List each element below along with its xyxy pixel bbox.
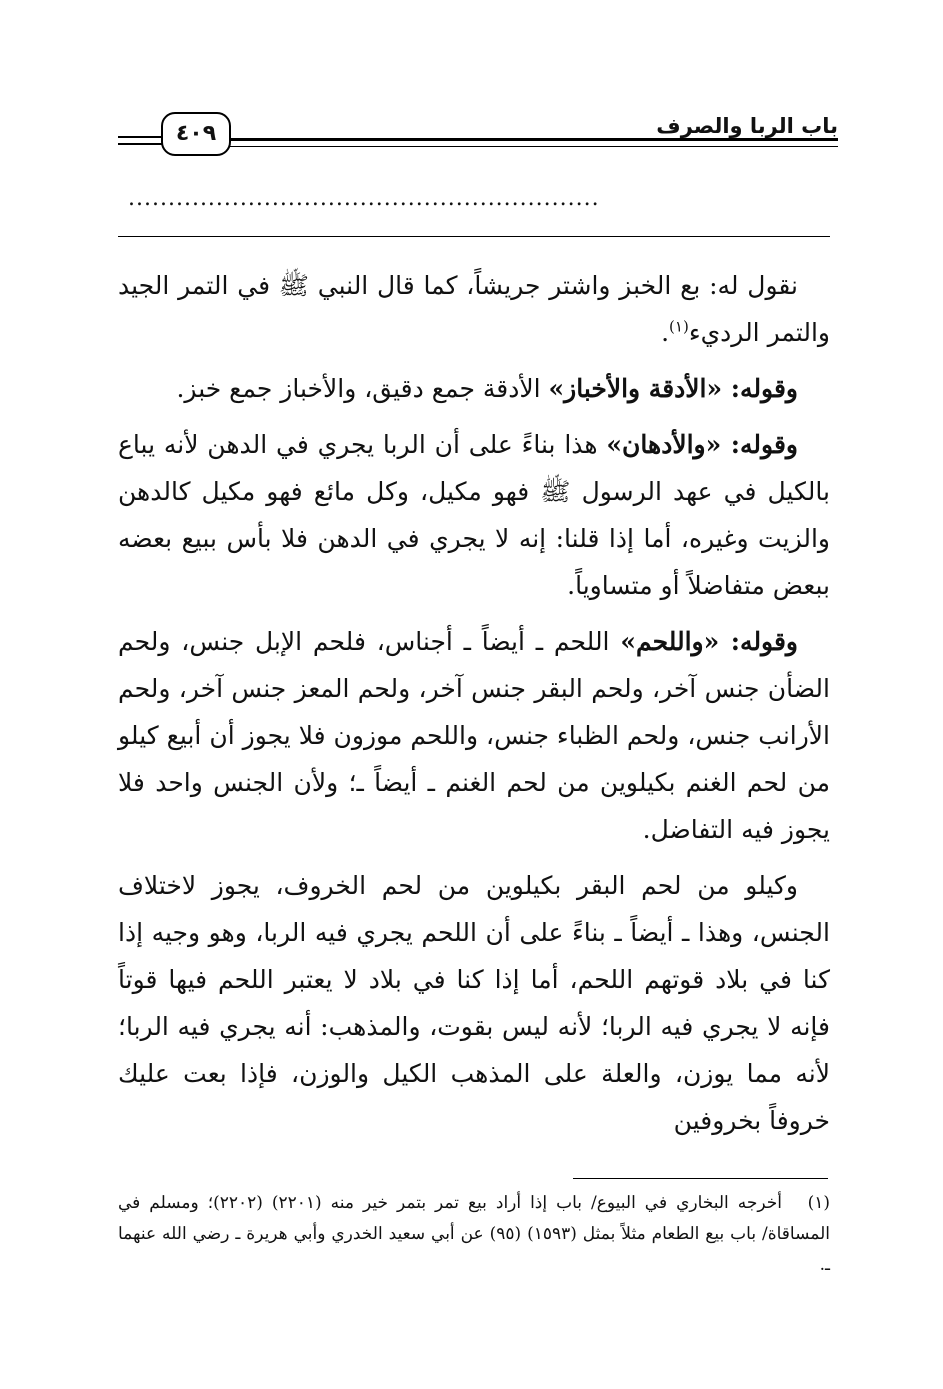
header-rule bbox=[226, 138, 838, 141]
content-rule bbox=[118, 236, 830, 237]
page-header bbox=[118, 108, 838, 154]
paragraph bbox=[118, 618, 830, 853]
footnote-text: أخرجه البخاري في البيوع/ باب إذا أراد بيع تمر بتمر خير منه (٢٢٠١) (٢٢٠٢)؛ ومسلم في المساقاة/ باب بيع الطعام مثلاً بمثل (١٥٩٣) (٩٥) عن أبي سعيد الخدري وأبي هريرة ـ رضي الله عنهما ـ. bbox=[118, 1193, 830, 1275]
footnote-number: (١) bbox=[807, 1193, 830, 1213]
paragraph bbox=[118, 262, 830, 356]
paragraph bbox=[118, 862, 830, 1144]
header-rule-left-lower bbox=[118, 143, 162, 145]
dotted-separator: ........................................................... bbox=[128, 186, 600, 211]
paragraph-tail: . bbox=[661, 318, 670, 347]
footnote-ref: (١) bbox=[669, 317, 689, 336]
paragraph bbox=[118, 421, 830, 609]
footnote-rule bbox=[573, 1178, 828, 1179]
paragraph-lead: وقوله: «والأدهان» bbox=[606, 430, 798, 459]
main-text bbox=[118, 262, 830, 1153]
paragraph bbox=[118, 365, 830, 412]
footnote bbox=[118, 1188, 830, 1281]
paragraph-lead: وقوله: «واللحم» bbox=[620, 627, 798, 656]
chapter-title: باب الربا والصرف bbox=[656, 114, 838, 138]
paragraph-text: الأدقة جمع دقيق، والأخباز جمع خبز. bbox=[176, 374, 549, 403]
paragraph-text: وكيلو من لحم البقر بكيلوين من لحم الخروف، يجوز لاختلاف الجنس، وهذا ـ أيضاً ـ بناءً على أن اللحم يجري فيه الربا، وهو وجيه إذا كنا في بلاد قوتهم اللحم، أما إذا كنا في بلاد لا يعتبر اللحم فيها قوتاً فإنه لا يجري فيه الربا؛ لأنه ليس بقوت، والمذهب: أنه يجري فيه الربا؛ لأنه مما يوزن، والعلة على المذهب الكيل والوزن، فإذا بعت عليك خروفاً بخروفين bbox=[118, 871, 830, 1135]
paragraph-text: نقول له: بع الخبز واشتر جريشاً، كما قال النبي ﷺ في التمر الجيد والتمر الرديء bbox=[118, 271, 830, 347]
paragraph-text: هذا بناءً على أن الربا يجري في الدهن لأنه يباع بالكيل في عهد الرسول ﷺ فهو مكيل، وكل مائع فهو مكيل كالدهن والزيت وغيره، أما إذا قلنا: إنه لا يجري في الدهن فلا بأس ببيع بعضه ببعض متفاضلاً أو متساوياً. bbox=[118, 430, 830, 600]
paragraph-text: اللحم ـ أيضاً ـ أجناس، فلحم الإبل جنس، ولحم الضأن جنس آخر، ولحم البقر جنس آخر، ولحم المعز جنس آخر، ولحم الأرانب جنس، ولحم الظباء جنس، واللحم موزون فلا يجوز أن أبيع كيلو من لحم الغنم بكيلوين من لحم الغنم ـ أيضاً ـ؛ ولأن الجنس واحد فلا يجوز فيه التفاضل. bbox=[118, 627, 830, 844]
page-number: ٤٠٩ bbox=[161, 112, 231, 156]
header-rule-left bbox=[118, 136, 162, 138]
paragraph-lead: وقوله: «الأدقة والأخباز» bbox=[548, 374, 798, 403]
header-rule-thin bbox=[226, 146, 838, 147]
